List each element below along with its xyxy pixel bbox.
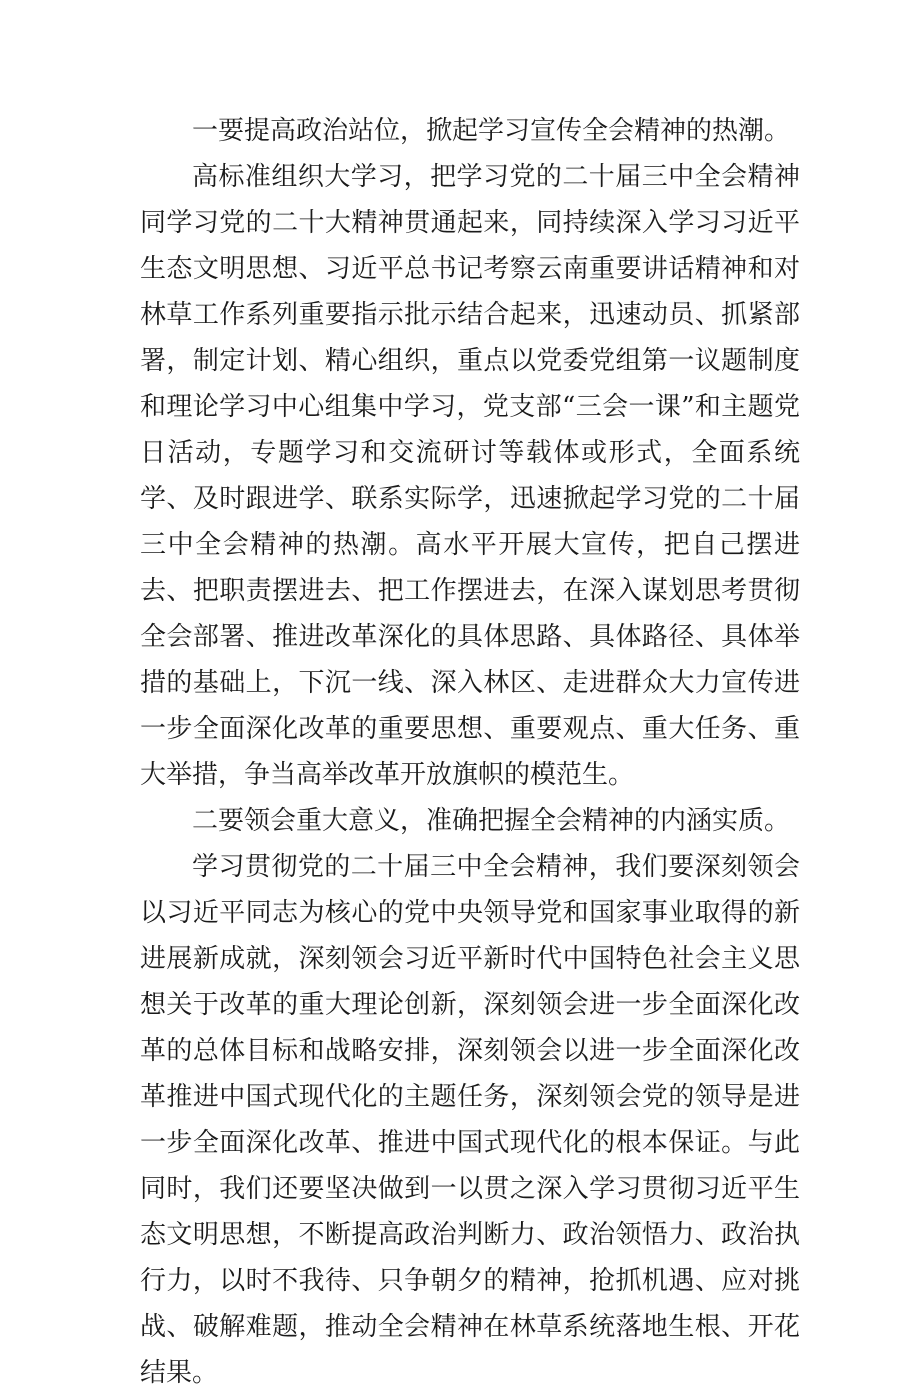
section-heading-2: 二要领会重大意义，准确把握全会精神的内涵实质。 [192,806,791,836]
body-paragraph-2: 学习贯彻党的二十届三中全会精神，我们要深刻领会以习近平同志为核心的党中央领导党和国家事业取得的新进展新成就，深刻领会习近平新时代中国特色社会主义思想关于改革的重大理论创新，深刻领会进一步全面深化改革的总体目标和战略安排，深刻领会以进一步全面深化改革推进中国式现代化的主题任务，深刻领会党的领导是进一步全面深化改革、推进中国式现代化的根本保证。与此同时，我们还要坚决做到一以贯之深入学习贯彻习近平生态文明思想，不断提高政治判断力、政治领悟力、政治执行力，以时不我待、只争朝夕的精神，抢抓机遇、应对挑战、破解难题，推动全会精神在林草系统落地生根、开花结果。 [140,852,800,1388]
document-body [140,108,800,1396]
section-heading-1: 一要提高政治站位，掀起学习宣传全会精神的热潮。 [192,116,791,146]
body-paragraph-1: 高标准组织大学习，把学习党的二十届三中全会精神同学习党的二十大精神贯通起来，同持续深入学习习近平生态文明思想、习近平总书记考察云南重要讲话精神和对林草工作系列重要指示批示结合起来，迅速动员、抓紧部署，制定计划、精心组织，重点以党委党组第一议题制度和理论学习中心组集中学习，党支部“三会一课”和主题党日活动，专题学习和交流研讨等载体或形式，全面系统学、及时跟进学、联系实际学，迅速掀起学习党的二十届三中全会精神的热潮。高水平开展大宣传，把自己摆进去、把职责摆进去、把工作摆进去，在深入谋划思考贯彻全会部署、推进改革深化的具体思路、具体路径、具体举措的基础上，下沉一线、深入林区、走进群众大力宣传进一步全面深化改革的重要思想、重要观点、重大任务、重大举措，争当高举改革开放旗帜的模范生。 [140,162,800,790]
